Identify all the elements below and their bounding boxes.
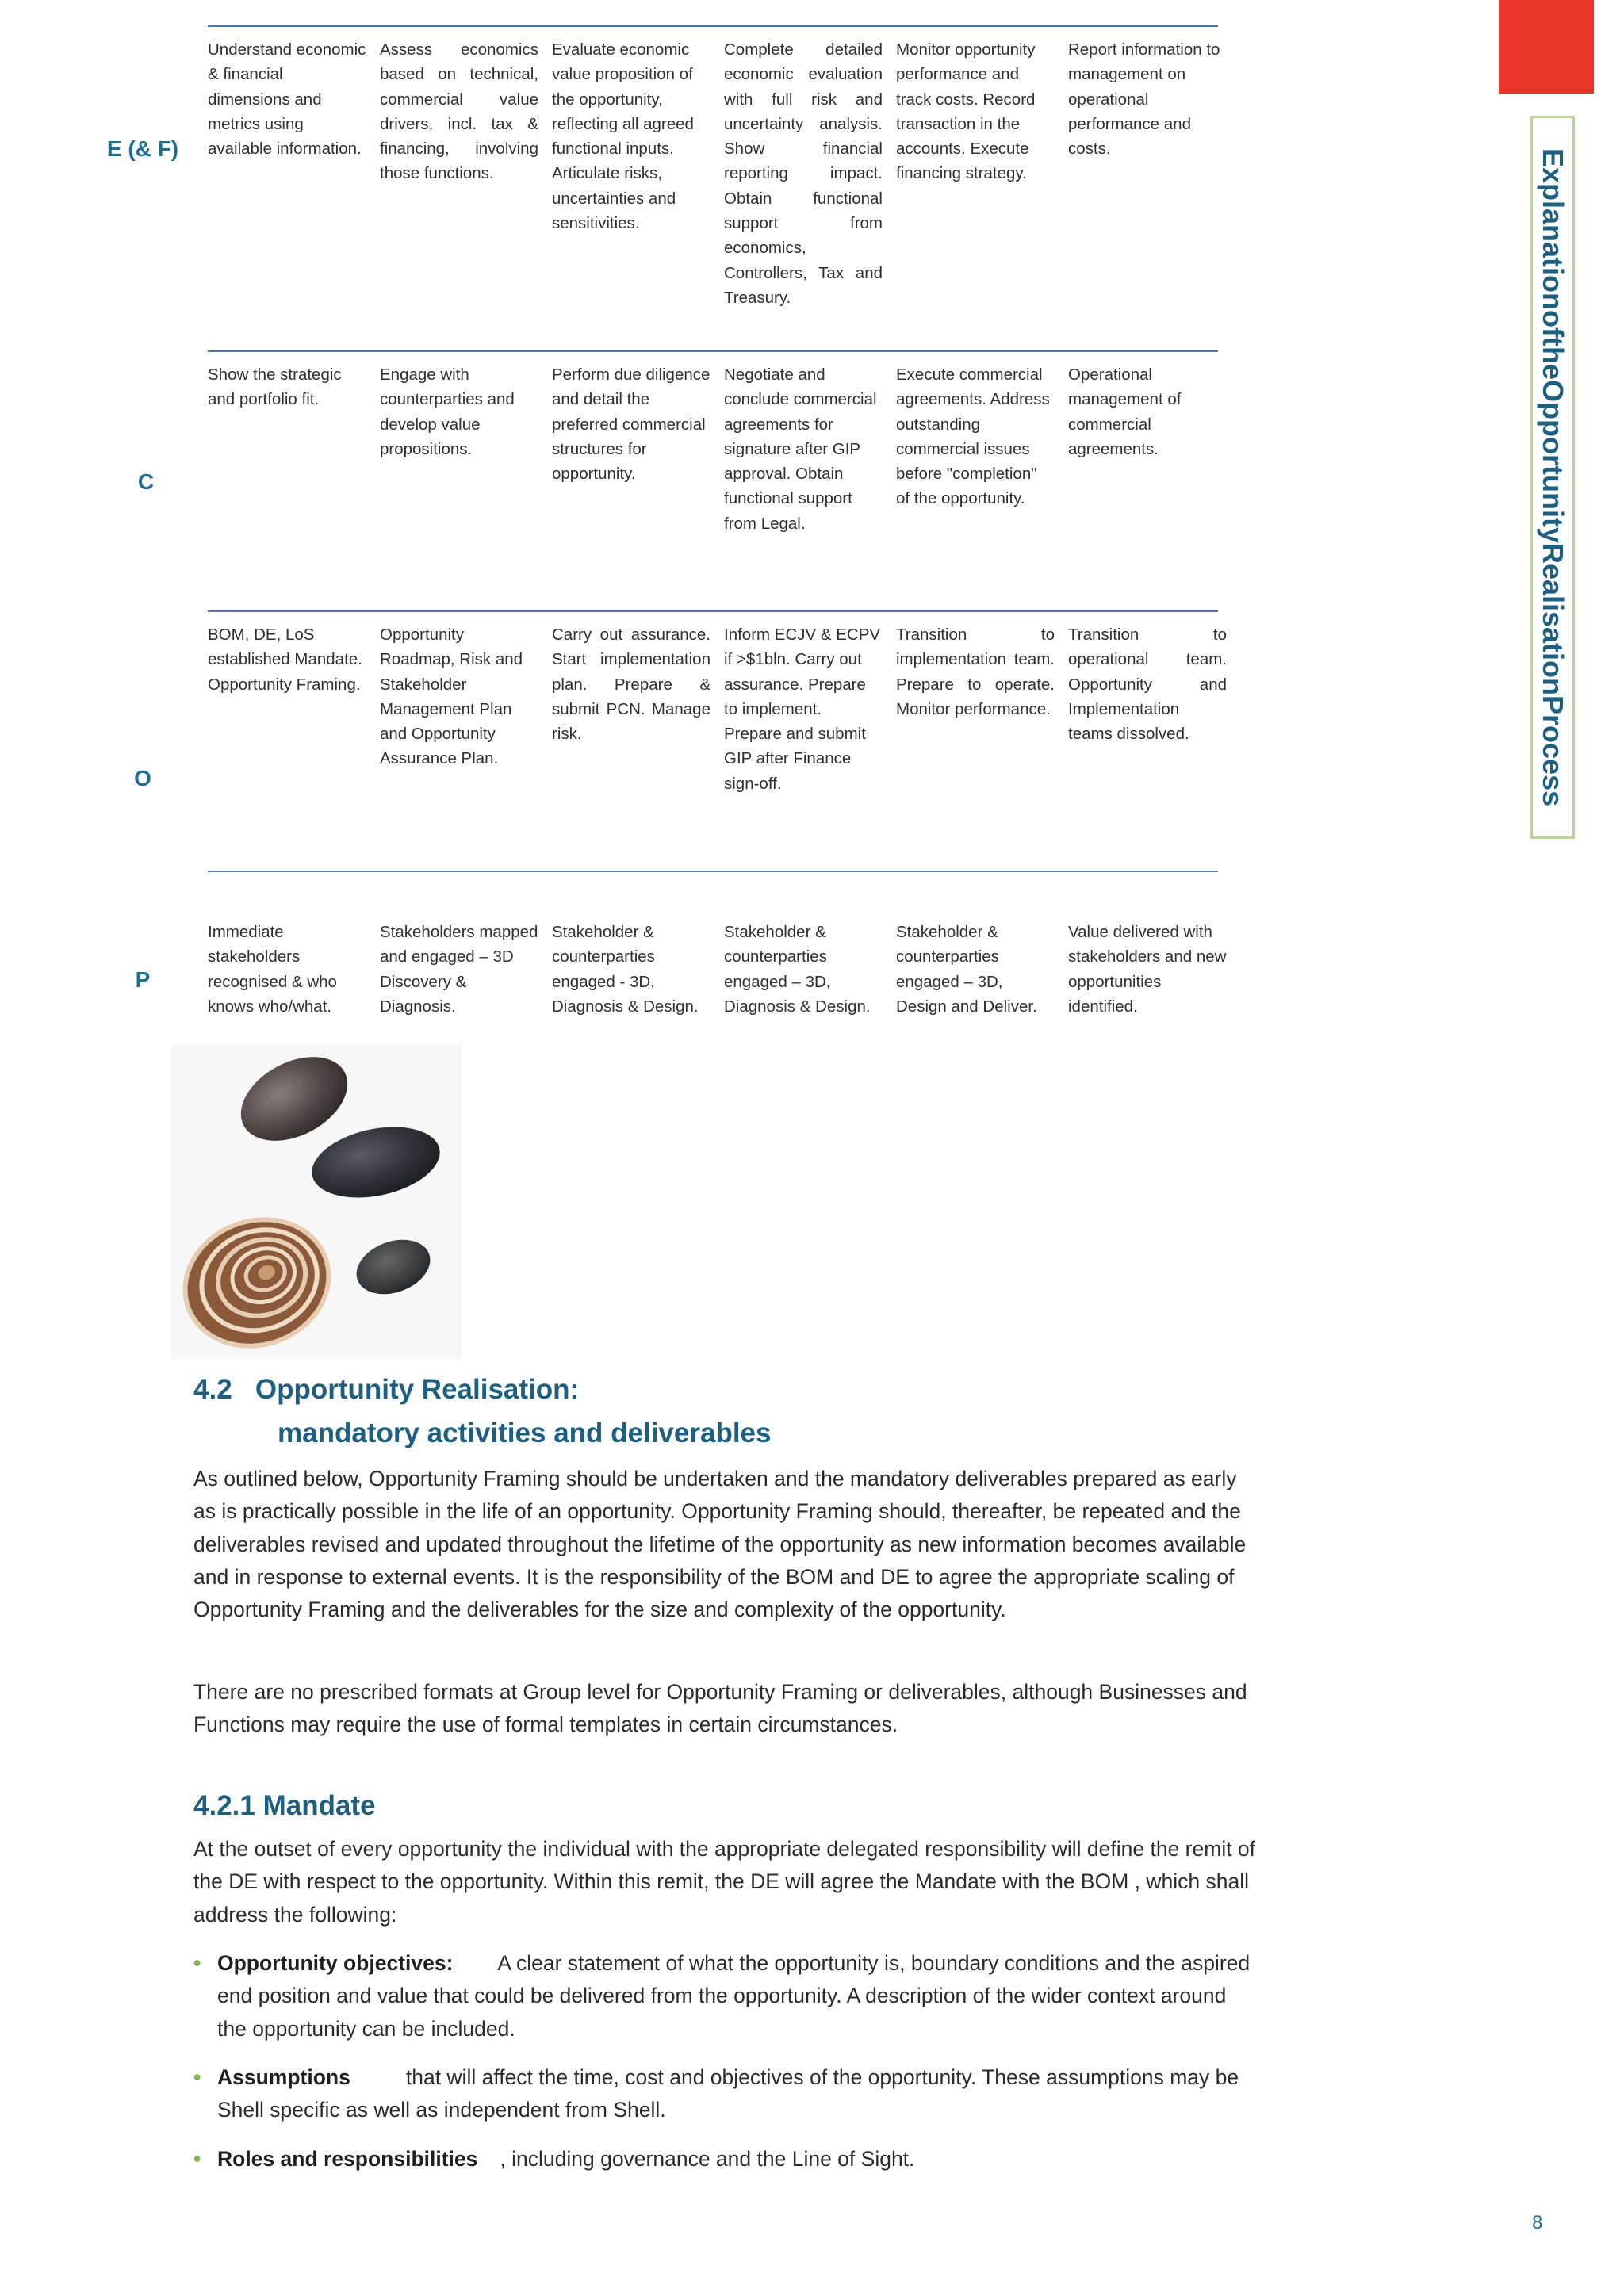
section-paragraph-1: As outlined below, Opportunity Framing should be undertaken and the mandatory deliverables prepared as early as is practically possible in the life of an opportunity. Opportunity Framing should, thereafter, be repeated and the deliverables revised and updated throughout the lifetime of the opportunity as new information becomes available and in response to external events. It is the responsibility of the BOM and DE to agree the appropriate scaling of Opportunity Framing and the deliverables for the size and complexity of the opportunity. (193, 1467, 1247, 1622)
table-cell: Inform ECJV & ECPV if >$1bln. Carry out assurance. Prepare to implement. Prepare and submit GIP after Finance sign-off. (724, 626, 881, 793)
table-cell: Show the strategic and portfolio fit. (208, 365, 342, 409)
bullet-term: Assumptions (217, 2065, 350, 2089)
row-label-o: O (134, 766, 151, 790)
subsection-paragraph: At the outset of every opportunity the individual with the appropriate delegated responsibility will define the remit of the DE with respect to the opportunity. Within this remit, the DE will agree the Mandate with the BOM , which shall address the following: (193, 1837, 1256, 1927)
bullet-term: Opportunity objectives: (217, 1951, 454, 1975)
table-cell: Stakeholder & counterparties engaged – 3D, Diagnosis & Design. (724, 923, 871, 1016)
bullet-text: that will affect the time, cost and objectives of the opportunity. These assumptions may be Shell specific as well as independent from Shell. (217, 2065, 1239, 2122)
section-number: 4.2 (193, 1374, 232, 1405)
table-cell: Transition to operational team. Opportunity and Implementation teams dissolved. (1068, 626, 1227, 744)
section-title-line2: mandatory activities and deliverables (278, 1418, 772, 1448)
table-cell: Opportunity Roadmap, Risk and Stakeholder Management Plan and Opportunity Assurance Plan. (380, 626, 523, 768)
row-label-e: E (& F) (106, 136, 179, 161)
table-cell: Assess economics based on technical, commercial value drivers, incl. tax & financing, involving those functions. (380, 40, 538, 183)
table-cell: Carry out assurance. Start implementation plan. Prepare & submit PCN. Manage risk. (552, 626, 710, 744)
table-rule (208, 350, 1218, 352)
table-rule (208, 610, 1218, 612)
table-cell: Perform due diligence and detail the preferred commercial structures for opportunity. (552, 365, 710, 484)
table-cell: Evaluate economic value proposition of the opportunity, reflecting all agreed functional inputs. Articulate risks, uncertainties and sensitivities. (552, 40, 694, 233)
table-cell: Report information to management on operational performance and costs. (1068, 40, 1220, 159)
red-corner-tab (1499, 0, 1594, 94)
table-cell: Stakeholder & counterparties engaged - 3D, Diagnosis & Design. (552, 923, 699, 1016)
section-paragraph-2: There are no prescribed formats at Group level for Opportunity Framing or deliverables, although Businesses and Functions may require the use of formal templates in certain circumstances. (193, 1680, 1247, 1737)
section-heading (193, 1374, 579, 1406)
bullet-term: Roles and responsibilities (217, 2147, 478, 2171)
table-cell: Stakeholder & counterparties engaged – 3D, Design and Deliver. (896, 923, 1037, 1016)
table-cell: Immediate stakeholders recognised & who knows who/what. (208, 923, 337, 1016)
table-cell: BOM, DE, LoS established Mandate. Opportunity Framing. (208, 626, 362, 694)
table-cell: Operational management of commercial agreements. (1068, 365, 1182, 458)
subsection-heading: 4.2.1 Mandate (193, 1790, 376, 1821)
side-title: ExplanationoftheOpportunityRealisationProcess (1537, 147, 1569, 807)
pebbles-image (171, 1045, 462, 1359)
table-cell: Value delivered with stakeholders and new opportunities identified. (1068, 923, 1227, 1016)
table-cell: Understand economic & financial dimensions and metrics using available information. (208, 40, 366, 159)
section-title-line1: Opportunity Realisation: (255, 1374, 580, 1405)
bullet-icon: • (193, 2147, 201, 2171)
bullet-icon: • (193, 1951, 201, 1975)
side-title-box (1530, 116, 1575, 839)
bullet-text: , including governance and the Line of Sight. (500, 2147, 915, 2171)
table-cell: Monitor opportunity performance and track costs. Record transaction in the accounts. Execute financing strategy. (896, 40, 1036, 183)
table-rule (208, 25, 1218, 27)
table-cell: Engage with counterparties and develop value propositions. (380, 365, 515, 458)
row-label-p: P (135, 967, 151, 992)
bullet-item (193, 2143, 1256, 2175)
bullet-text: A clear statement of what the opportunity is, boundary conditions and the aspired end position and value that could be delivered from the opportunity. A description of the wider context around the opportunity can be included. (217, 1951, 1251, 2041)
bullet-item (193, 2061, 1256, 2127)
table-cell: Transition to implementation team. Prepare to operate. Monitor performance. (896, 626, 1055, 718)
table-rule (208, 871, 1218, 872)
bullet-icon: • (193, 2065, 201, 2089)
page-number: 8 (1532, 2212, 1543, 2233)
table-cell: Execute commercial agreements. Address outstanding commercial issues before "completion" of the opportunity. (896, 365, 1050, 508)
row-label-c: C (137, 469, 155, 494)
table-cell: Stakeholders mapped and engaged – 3D Discovery & Diagnosis. (380, 923, 538, 1016)
table-cell: Negotiate and conclude commercial agreements for signature after GIP approval. Obtain functional support from Legal. (724, 365, 877, 533)
bullet-item (193, 1947, 1256, 2045)
table-cell: Complete detailed economic evaluation with full risk and uncertainty analysis. Show financial reporting impact. Obtain functional support from economics, Controllers, Tax and Treasury. (724, 40, 883, 307)
